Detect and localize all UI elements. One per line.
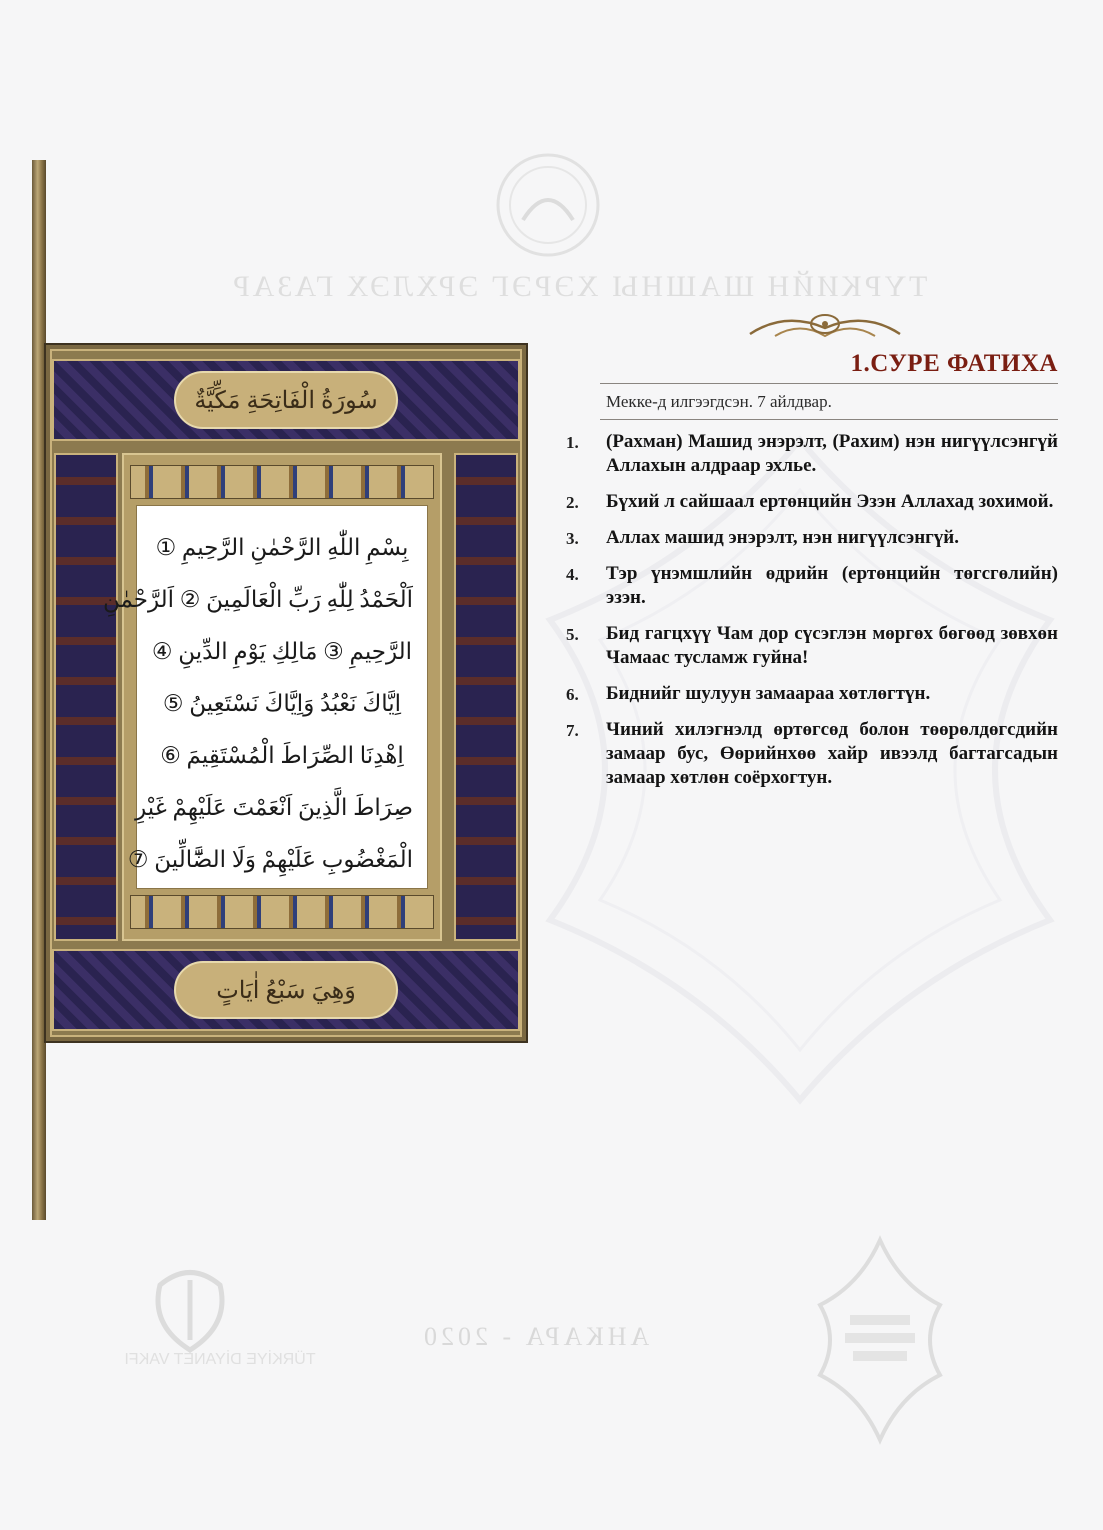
verse-text: Тэр үнэмшлийн өдрийн (ертөнцийн төгсгөлийн) эзэн.	[606, 563, 1058, 608]
sura-name-cartouche: سُورَةُ الْفَاتِحَةِ مَكِّيَّةٌ	[174, 371, 398, 429]
title-ornament-icon	[745, 306, 905, 351]
verse-item	[558, 526, 1058, 550]
bottom-decorative-strip	[130, 895, 434, 929]
verse-number: 1.	[566, 433, 579, 452]
verse-number: 2.	[566, 493, 579, 512]
verse-text: Бид гагцхүү Чам дор сүсэглэн мөргөх бөгөөд зөвхөн Чамаас тусламж гуйна!	[606, 623, 1058, 668]
verse-item	[558, 622, 1058, 670]
arabic-line: اَلْحَمْدُ لِلّٰهِ رَبِّ الْعَالَمِينَ ② اَلرَّحْمٰنِ	[102, 587, 413, 612]
arabic-text-page	[102, 505, 428, 889]
arabic-line: اِيَّاكَ نَعْبُدُ وَاِيَّاكَ نَسْتَعِينُ ⑤	[162, 691, 402, 716]
top-decorative-strip	[130, 465, 434, 499]
verse-text: Бүхий л сайшаал ертөнцийн Эзэн Аллахад зохимой.	[606, 491, 1054, 512]
arabic-line: صِرَاطَ الَّذِينَ اَنْعَمْتَ عَلَيْهِمْ غَيْرِ	[135, 795, 413, 820]
verse-text: (Рахман) Машид энэрэлт, (Рахим) нэн нигүүлсэнгүй Аллахын алдраар эхлье.	[606, 431, 1058, 476]
verse-number: 6.	[566, 685, 579, 704]
mushaf-panel	[44, 343, 528, 1043]
medallion-seal-icon	[815, 1235, 945, 1450]
verse-number: 5.	[566, 625, 579, 644]
verse-text: Биднийг шулуун замаараа хөтлөгтүн.	[606, 683, 931, 704]
revelation-note: Мекке-д илгээгдсэн. 7 айлдвар.	[606, 392, 832, 411]
verse-count-cartouche: وَهِيَ سَبْعُ اٰيَاتٍ	[174, 961, 398, 1019]
verse-list	[558, 430, 1058, 802]
arabic-line: الْمَغْضُوبِ عَلَيْهِمْ وَلَا الضَّٓالِّينَ ⑦	[127, 847, 413, 872]
arabic-line: بِسْمِ اللّٰهِ الرَّحْمٰنِ الرَّحِيمِ ①	[155, 535, 409, 560]
foundation-logo-icon	[135, 1265, 245, 1360]
arabic-line: الرَّحِيمِ ③ مَالِكِ يَوْمِ الدِّينِ ④	[151, 639, 413, 664]
divider	[600, 419, 1058, 420]
arabic-line: اِهْدِنَا الصِّرَاطَ الْمُسْتَقِيمَ ⑥	[160, 743, 404, 768]
header-band	[52, 359, 520, 441]
watermark-logo-icon	[488, 150, 608, 265]
city-year: АНКАРА - 2020	[420, 1322, 650, 1351]
verse-item	[558, 718, 1058, 790]
text-frame	[102, 453, 442, 941]
verse-item	[558, 490, 1058, 514]
verse-item	[558, 430, 1058, 478]
verse-number: 4.	[566, 565, 579, 584]
verse-item	[558, 562, 1058, 610]
verse-number: 7.	[566, 721, 579, 740]
verse-text: Чиний хилэгнэлд өртөгсөд болон төөрөлдөгсдийн замаар бус, Өөрийнхөө хайр ивээлд багтагсадын замаар хөтлөн соёрхогтун.	[606, 719, 1058, 788]
watermark-title: ТҮРКИЙН ШАШНЫ ХЭРЭГ ЭРХЛЭХ ГАЗАР	[230, 270, 928, 303]
verse-text: Аллах машид энэрэлт, нэн нигүүлсэнгүй.	[606, 527, 960, 548]
divider	[600, 383, 1058, 384]
right-ornament-column	[454, 453, 518, 941]
foundation-name: TÜRKİYE DİYANET VAKFI	[124, 1351, 316, 1368]
sura-title: 1.СУРЕ ФАТИХА	[850, 350, 1058, 377]
verse-item	[558, 682, 1058, 706]
footer-band	[52, 949, 520, 1031]
left-ornament-column	[54, 453, 118, 941]
verse-number: 3.	[566, 529, 579, 548]
